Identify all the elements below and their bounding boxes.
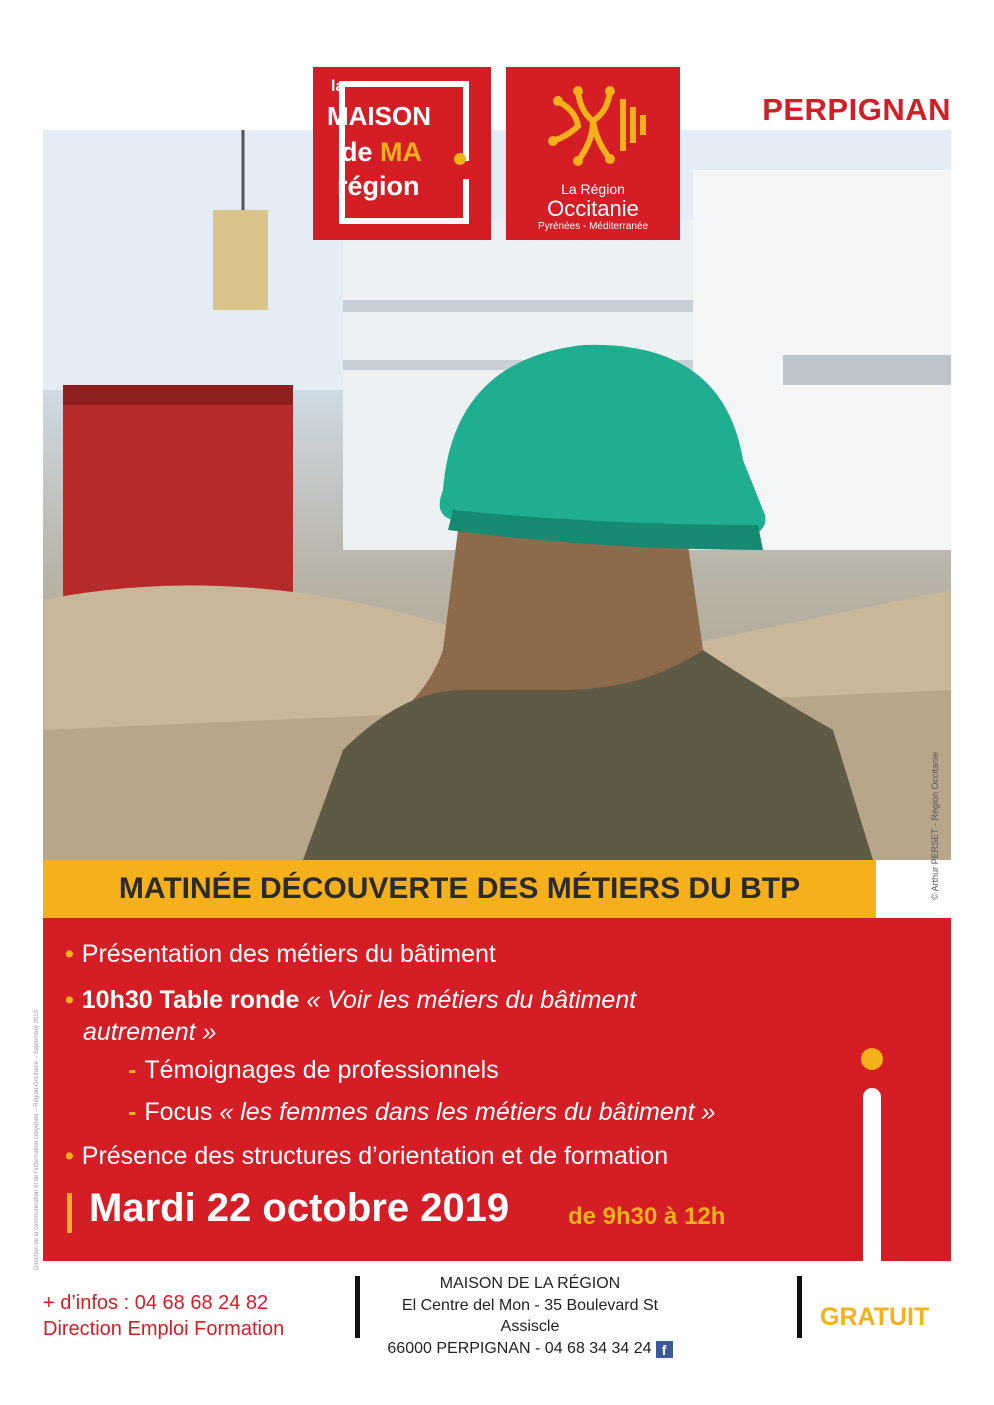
construction-site-illustration xyxy=(43,130,951,860)
occitan-cross-icon xyxy=(538,81,648,176)
facebook-icon[interactable]: f xyxy=(656,1341,673,1358)
program-item-3: • Présence des structures d’orientation et de formation xyxy=(65,1142,669,1170)
event-title: MATINÉE DÉCOUVERTE DES MÉTIERS DU BTP xyxy=(43,860,876,918)
info-icon xyxy=(863,1048,879,1248)
logo-region-occitanie xyxy=(506,67,680,240)
side-note: Direction de la communication et de l'information citoyenne – Région Occitanie – Septembre 2019 xyxy=(34,1010,40,1270)
logo-maison-line2: de MA xyxy=(341,137,423,167)
region-line2: Occitanie xyxy=(547,196,639,221)
contact-info xyxy=(43,1290,284,1342)
logo-maison-line3: région xyxy=(337,171,420,201)
logo-maison-line1: MAISON xyxy=(327,101,431,131)
logo-la: la xyxy=(331,78,345,95)
region-line3: Pyrénées - Méditerranée xyxy=(537,221,649,232)
event-time: de 9h30 à 12h xyxy=(568,1203,726,1230)
event-date: Mardi 22 octobre 2019 xyxy=(89,1186,510,1230)
venue-address: MAISON DE LA RÉGION El Centre del Mon - 35 Boulevard St Assiscle 66000 PERPIGNAN - 04 68 34 34 24 f xyxy=(380,1273,680,1359)
logo-dot-icon xyxy=(454,153,466,165)
program-item-1: • Présentation des métiers du bâtiment xyxy=(65,940,496,968)
contact-direction: Direction Emploi Formation xyxy=(43,1318,285,1340)
contact-phone[interactable]: + d’infos : 04 68 68 24 82 xyxy=(43,1292,269,1314)
hero-photo xyxy=(43,130,951,860)
date-accent-bar xyxy=(67,1193,72,1233)
region-line1: La Région xyxy=(561,181,625,197)
program-item-2: • 10h30 Table ronde « Voir les métiers du bâtiment xyxy=(65,986,637,1014)
price-label: GRATUIT xyxy=(820,1303,930,1331)
program-sub-1: - Témoignages de professionnels xyxy=(128,1056,499,1084)
photo-credit: © Arthur PERSET - Région Occitanie xyxy=(930,751,940,900)
program-sub-2: - Focus « les femmes dans les métiers du bâtiment » xyxy=(128,1098,716,1126)
divider xyxy=(797,1276,802,1338)
divider xyxy=(355,1276,360,1338)
city-name: PERPIGNAN xyxy=(762,92,951,127)
program-panel xyxy=(43,918,951,1261)
logo-maison-ma-region xyxy=(313,67,491,240)
program-item-2-cont: autrement » xyxy=(83,1018,217,1046)
